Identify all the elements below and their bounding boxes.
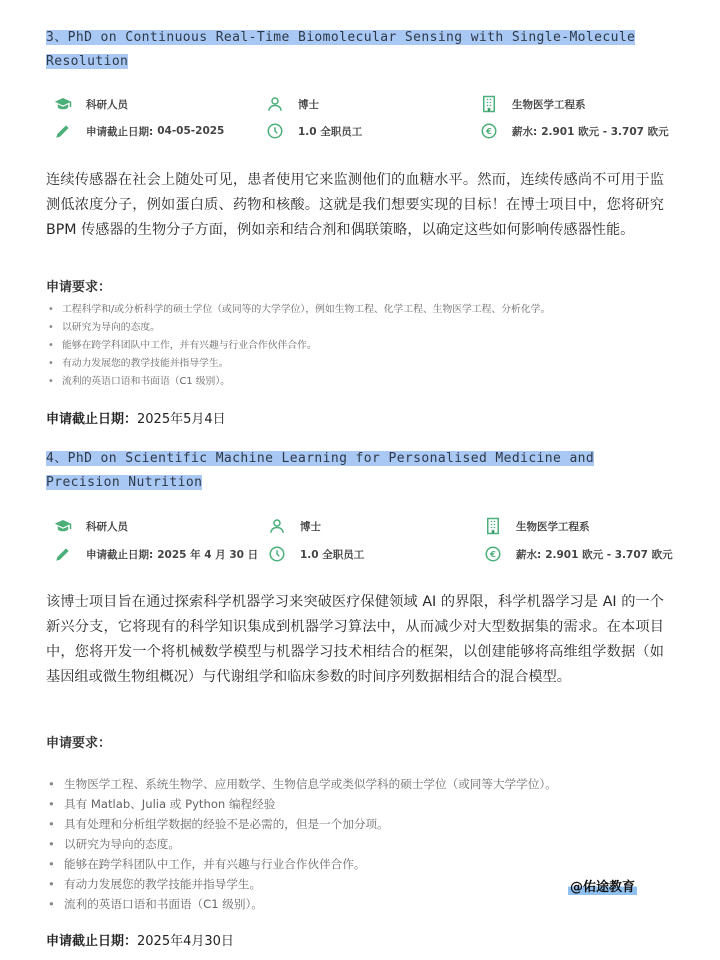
building-icon (484, 517, 502, 535)
item3-meta-salary: € 薪水: 2.901 欧元 - 3.707 欧元 (480, 122, 669, 140)
item3-meta-fte: 1.0 全职员工 (266, 122, 362, 140)
item4-meta-position: 科研人员 (54, 517, 128, 535)
pencil-icon (54, 122, 72, 140)
item3-requirements-list (46, 301, 550, 391)
item4-description: 该博士项目旨在通过探索科学机器学习来突破医疗保健领域 AI 的界限，科学机器学习是 AI 的一个新兴分支，它将现有的科学知识集成到机器学习算法中，从而减少对大型数据集的需求。在本项目中，您将开发一个将机械数学模型与机器学习技术相结合的框架，以创建能够将高维组学数据（如基因组或微生物组概况）与代谢组学和临床参数的时间序列数据相结合的混合模型。 (46, 594, 664, 685)
person-icon (268, 517, 286, 535)
item3-requirements-title: 申请要求： (46, 280, 112, 295)
building-icon (480, 95, 498, 113)
item4-deadline: 申请截止日期：2025年4月30日 (46, 934, 234, 949)
item4-meta-degree: 博士 (268, 517, 321, 535)
item3-meta-deadline: 申请截止日期: 04-05-2025 (54, 122, 224, 140)
pencil-icon (54, 545, 72, 563)
item4-meta-deadline: 申请截止日期: 2025 年 4 月 30 日 (54, 545, 258, 563)
list-item: • 流利的英语口语和书面语（C1 级别）。 (46, 894, 557, 914)
list-item: • 有动力发展您的教学技能并指导学生。 (46, 874, 557, 894)
list-item: • 以研究为导向的态度。 (46, 319, 550, 337)
watermark: @佑途教育 (568, 876, 637, 895)
item4-title: 4、PhD on Scientific Machine Learning for Personalised Medicine and Precision Nutrition (46, 451, 595, 490)
graduation-cap-icon (54, 95, 72, 113)
item3-description: 连续传感器在社会上随处可见，患者使用它来监测他们的血糖水平。然而，连续传感尚不可用于监测低浓度分子，例如蛋白质、药物和核酸。这就是我们想要实现的目标！在博士项目中，您将研究 BPM 传感器的生物分子方面，例如亲和结合剂和偶联策略，以确定这些如何影响传感器性能。 (46, 172, 664, 238)
item4-requirements-list (46, 774, 557, 914)
euro-coin-icon (480, 122, 498, 140)
list-item: • 流利的英语口语和书面语（C1 级别）。 (46, 373, 550, 391)
list-item: • 能够在跨学科团队中工作，并有兴趣与行业合作伙伴合作。 (46, 337, 550, 355)
item4-meta-salary: € 薪水: 2.901 欧元 - 3.707 欧元 (484, 545, 673, 563)
item4-meta-fte: 1.0 全职员工 (268, 545, 364, 563)
list-item: • 有动力发展您的教学技能并指导学生。 (46, 355, 550, 373)
list-item: • 具有处理和分析组学数据的经验不是必需的，但是一个加分项。 (46, 814, 557, 834)
svg-text:€: € (490, 549, 496, 559)
euro-coin-icon (484, 545, 502, 563)
clock-icon (266, 122, 284, 140)
clock-icon (268, 545, 286, 563)
person-icon (266, 95, 284, 113)
list-item: • 以研究为导向的态度。 (46, 834, 557, 854)
item3-meta-position: 科研人员 (54, 95, 128, 113)
graduation-cap-icon (54, 517, 72, 535)
list-item: • 具有 Matlab、Julia 或 Python 编程经验 (46, 794, 557, 814)
item3-deadline: 申请截止日期：2025年5月4日 (46, 412, 226, 427)
item3-meta-department: 生物医学工程系 (480, 95, 586, 113)
list-item: • 能够在跨学科团队中工作，并有兴趣与行业合作伙伴合作。 (46, 854, 557, 874)
item3-title: 3、PhD on Continuous Real-Time Biomolecular Sensing with Single-Molecule Resolution (46, 30, 636, 69)
list-item: • 工程科学和/或分析科学的硕士学位（或同等的大学学位），例如生物工程、化学工程、生物医学工程、分析化学。 (46, 301, 550, 319)
item4-requirements-title: 申请要求： (46, 736, 112, 751)
svg-text:€: € (486, 126, 492, 136)
list-item: • 生物医学工程、系统生物学、应用数学、生物信息学或类似学科的硕士学位（或同等大学学位）。 (46, 774, 557, 794)
item4-meta-department: 生物医学工程系 (484, 517, 590, 535)
item3-meta-degree: 博士 (266, 95, 319, 113)
